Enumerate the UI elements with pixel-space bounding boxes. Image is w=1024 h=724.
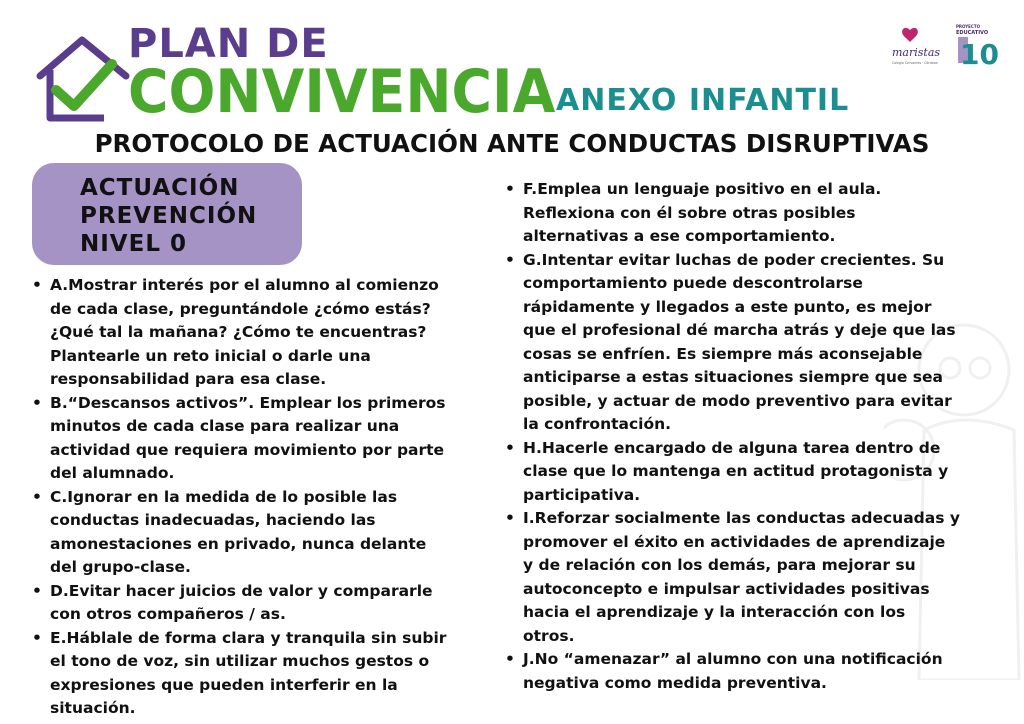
- project-label: EDUCATIVO: [956, 30, 989, 36]
- brand-subtitle: Colegio Cervantes · Córdoba: [892, 61, 938, 65]
- project-number: 10: [960, 38, 999, 71]
- project-small-label: PROYECTO: [956, 24, 980, 29]
- list-item: • B.“Descansos activos”. Emplear los primeros minutos de cada clase para realizar una actividad que requiera movimiento por parte del alumnado.: [32, 392, 452, 486]
- list-item: • A.Mostrar interés por el alumno al comienzo de cada clase, preguntándole ¿cómo estás? ¿Qué tal la mañana? ¿Cómo te encuentras? Plantearle un reto inicial o darle una responsabilidad para esa clase.: [32, 274, 452, 392]
- list-item: • I.Reforzar socialmente las conductas adecuadas y promover el éxito en actividades de aprendizaje y de relación con los demás, para mejorar su autoconcepto e impulsar actividades positivas hacia el aprendizaje y la interacción con los otros.: [505, 507, 960, 648]
- house-check-logo-icon: [34, 34, 134, 124]
- list-item: • H.Hacerle encargado de alguna tarea dentro de clase que lo mantenga en actitud protagonista y participativa.: [505, 437, 960, 508]
- badge-line-1: ACTUACIÓN: [80, 175, 240, 201]
- maristas-proyecto-logo: [892, 22, 1002, 72]
- list-item: • D.Evitar hacer juicios de valor y compararle con otros compañeros / as.: [32, 580, 452, 627]
- badge-line-2: PREVENCIÓN: [80, 203, 258, 229]
- list-item: • E.Háblale de forma clara y tranquila sin subir el tono de voz, sin utilizar muchos gestos o expresiones que pueden interferir en la situación.: [32, 627, 452, 721]
- level-badge: [32, 163, 302, 265]
- measures-list-right: [505, 178, 960, 695]
- list-item: • G.Intentar evitar luchas de poder crecientes. Su comportamiento puede descontrolarse rápidamente y llegados a este punto, es mejor que el profesional dé marcha atrás y deje que las cosas se enfríen. Es siempre más aconsejable anticiparse a estas situaciones siempre que sea posible, y actuar de modo preventivo para evitar la confrontación.: [505, 249, 960, 437]
- page-title: PROTOCOLO DE ACTUACIÓN ANTE CONDUCTAS DISRUPTIVAS: [94, 129, 930, 158]
- list-item: • F.Emplea un lenguaje positivo en el aula. Reflexiona con él sobre otras posibles alternativas a ese comportamiento.: [505, 178, 960, 249]
- badge-line-3: NIVEL 0: [80, 231, 187, 257]
- title-convivencia: CONVIVENCIA: [128, 57, 556, 127]
- list-item: • J.No “amenazar” al alumno con una notificación negativa como medida preventiva.: [505, 648, 960, 695]
- title-plan-de: PLAN DE: [128, 21, 329, 67]
- list-item: • C.Ignorar en la medida de lo posible las conductas inadecuadas, haciendo las amonestaciones en privado, nunca delante del grupo-clase.: [32, 486, 452, 580]
- brand-name: maristas: [892, 46, 941, 59]
- measures-list-left: [32, 274, 452, 721]
- annex-label: ANEXO INFANTIL: [556, 83, 850, 118]
